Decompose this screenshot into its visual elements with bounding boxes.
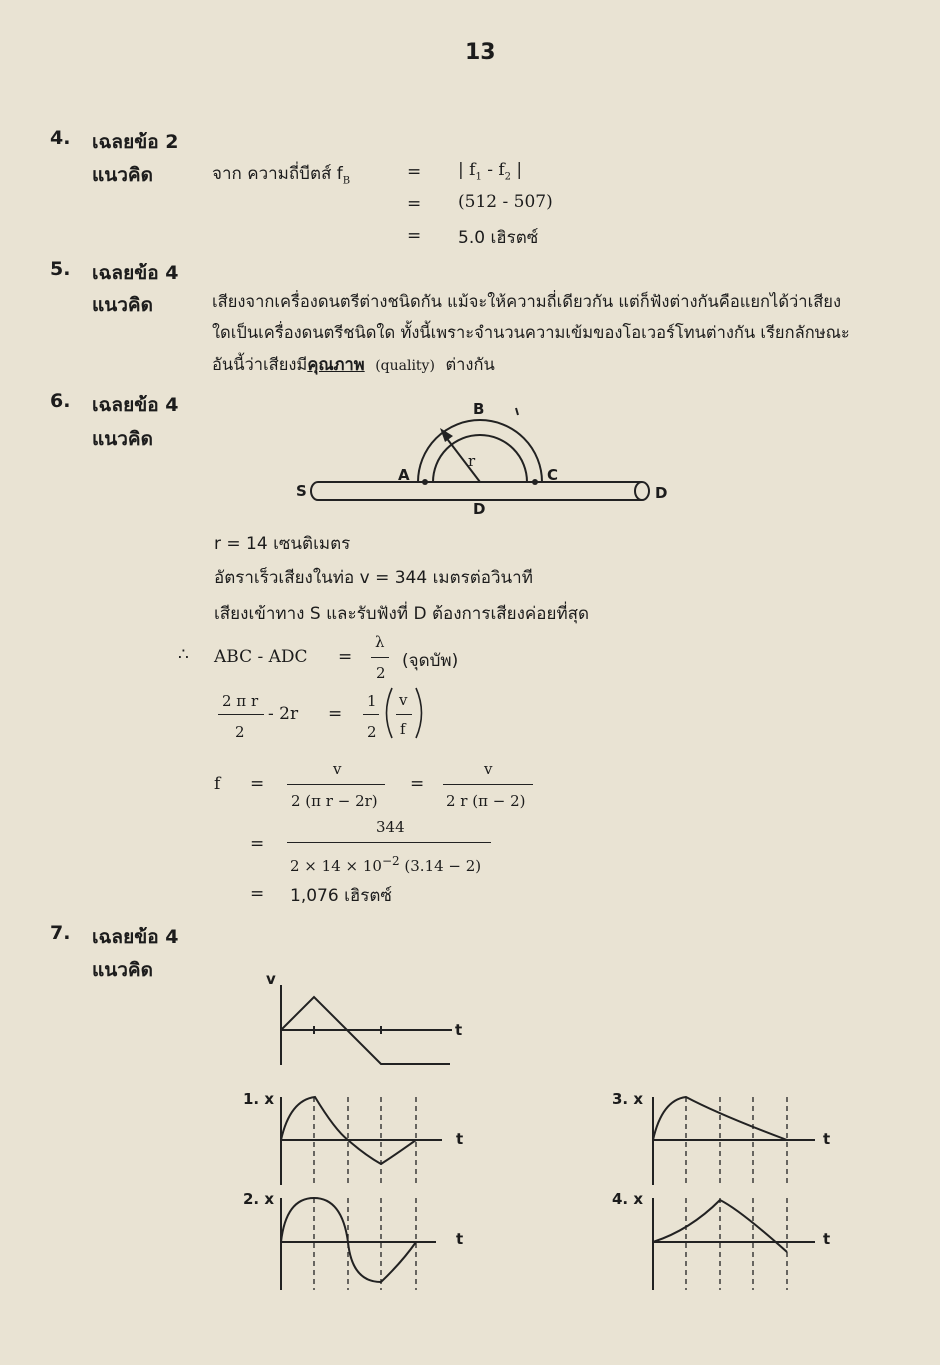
eqC-eq2: =	[410, 774, 425, 794]
eqB-rest: - 2r	[268, 704, 299, 724]
eqB-eq: =	[328, 704, 343, 724]
eqD-eq: =	[250, 834, 265, 854]
q5-line2: ใดเป็นเครื่องดนตรีชนิดใด ทั้งนี้เพราะจำนวนความเข้มของโอเวอร์โทนต่างกัน เรียกลักษณะ	[212, 323, 850, 342]
page-number: 13	[465, 40, 496, 65]
q4-rhs1-b: - f	[481, 160, 505, 180]
option-1-label: 1. x	[243, 1090, 275, 1108]
eqD-num: 344	[376, 818, 405, 836]
eqC-f: f	[214, 774, 221, 794]
eqA-note: (จุดบัพ)	[402, 651, 459, 671]
option-2-label: 2. x	[243, 1190, 275, 1208]
vgraph-y-label: v	[266, 970, 276, 988]
eqB-c-num: 1	[367, 692, 377, 710]
q5-number: 5.	[50, 258, 71, 280]
eqB-den: 2	[235, 723, 245, 741]
q7-answer: เฉลยข้อ 4	[92, 926, 179, 948]
diagram-label-r: r	[468, 452, 476, 470]
q4-eq2: =	[407, 194, 422, 214]
eqB-v: v	[399, 691, 408, 709]
q6-line-v: อัตราเร็วเสียงในท่อ v = 344 เมตรต่อวินาที	[214, 568, 533, 588]
q6-line-r: r = 14 เซนติเมตร	[214, 534, 351, 554]
eqA-den: 2	[376, 664, 386, 682]
eqA-lhs: ABC - ADC	[214, 647, 308, 667]
option-4-label: 4. x	[612, 1190, 644, 1208]
eqD-exp: −2	[381, 854, 400, 868]
q6-concept: แนวคิด	[92, 428, 153, 450]
eqB-f: f	[400, 720, 406, 738]
q5-line1: เสียงจากเครื่องดนตรีต่างชนิดกัน แม้จะให้ความถี่เดียวกัน แต่ก็ฟังต่างกันคือแยกได้ว่าเสียง	[212, 292, 841, 311]
eqC-den2: 2 r (π − 2)	[446, 792, 526, 810]
eqC-eq1: =	[250, 774, 265, 794]
q4-concept: แนวคิด	[92, 164, 153, 186]
diagram-label-d-right: D	[655, 484, 668, 502]
eqA-eq: =	[338, 647, 353, 667]
q4-rhs1-s2: 2	[504, 171, 512, 183]
q5-answer: เฉลยข้อ 4	[92, 262, 179, 284]
eqD-den-a: 2 × 14 × 10	[290, 857, 382, 875]
diagram-label-c: C	[547, 466, 559, 484]
option-3-label: 3. x	[612, 1090, 644, 1108]
eqE-val: 1,076 เฮิรตซ์	[290, 886, 392, 906]
diagram-label-d-bottom: D	[473, 500, 486, 518]
option-1-t: t	[456, 1130, 464, 1148]
eqC-den1: 2 (π r − 2r)	[291, 792, 378, 810]
q5-quality-en: (quality)	[375, 358, 435, 374]
eqB-num: 2 π r	[222, 692, 259, 710]
q4-rhs1-c: |	[511, 160, 523, 180]
eqC-num2: v	[484, 760, 493, 778]
eqB-c-den: 2	[367, 723, 377, 741]
q5-concept: แนวคิด	[92, 294, 153, 316]
q6-line-sd: เสียงเข้าทาง S และรับฟังที่ D ต้องการเสียงค่อยที่สุด	[214, 604, 590, 624]
q5-line3-d: ต่างกัน	[445, 355, 495, 374]
q5-quality-term: คุณภาพ	[307, 355, 365, 374]
diagram-label-b: B	[473, 400, 485, 418]
diagram-label-a: A	[398, 466, 410, 484]
q4-fb-sub: B	[342, 175, 351, 187]
q7-number: 7.	[50, 922, 71, 944]
therefore-symbol: ∴	[178, 645, 189, 665]
diagram-label-s: S	[296, 482, 307, 500]
q4-eq1: =	[407, 162, 422, 182]
option-4-t: t	[823, 1230, 831, 1248]
q7-concept: แนวคิด	[92, 959, 153, 981]
eqE-eq: =	[250, 884, 265, 904]
vgraph-x-label: t	[455, 1021, 463, 1039]
q4-rhs1-s1: 1	[475, 171, 482, 183]
q4-rhs1-a: | f	[458, 160, 476, 180]
eqD-den-b: (3.14 − 2)	[399, 857, 482, 875]
q4-eq3: =	[407, 226, 422, 246]
q4-number: 4.	[50, 127, 71, 149]
option-3-t: t	[823, 1130, 831, 1148]
q4-answer: เฉลยข้อ 2	[92, 131, 179, 153]
eqC-num1: v	[333, 760, 342, 778]
q4-rhs2: (512 - 507)	[458, 192, 553, 212]
q6-answer: เฉลยข้อ 4	[92, 394, 179, 416]
eqA-num: λ	[375, 633, 385, 651]
q5-line3-a: อันนี้ว่าเสียงมี	[212, 355, 308, 374]
option-2-t: t	[456, 1230, 464, 1248]
q4-lead-text: จาก ความถี่บีตส์ f	[212, 164, 343, 184]
q6-number: 6.	[50, 390, 71, 412]
q4-rhs3: 5.0 เฮิรตซ์	[458, 228, 539, 248]
